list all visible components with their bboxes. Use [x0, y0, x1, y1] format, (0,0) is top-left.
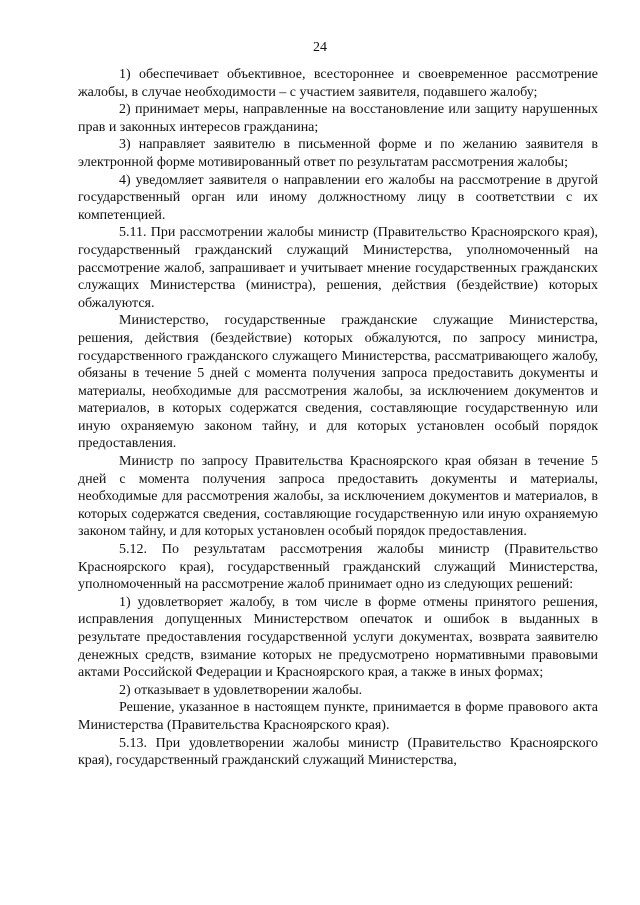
- paragraph-item-1: 1) обеспечивает объективное, всестороннее и своевременное рассмотрение жалобы, в случае необходимости – с участием заявителя, подавшего жалобу;: [78, 67, 598, 100]
- paragraph-item-2: 2) принимает меры, направленные на восстановление или защиту нарушенных прав и законных интересов гражданина;: [78, 102, 598, 135]
- paragraph-5-12: 5.12. По результатам рассмотрения жалобы министр (Правительство Красноярского края), государственный гражданский служащий Министерства, уполномоченный на рассмотрение жалоб принимает одно из следующих решений:: [78, 542, 598, 593]
- paragraph-item-3: 3) направляет заявителю в письменной форме и по желанию заявителя в электронной форме мотивированный ответ по результатам рассмотрения жалобы;: [78, 137, 598, 170]
- document-body: [78, 66, 598, 770]
- paragraph-decision-1: 1) удовлетворяет жалобу, в том числе в форме отмены принятого решения, исправления допущенных Министерством опечаток и ошибок в выданных в результате предоставления государственной услуги документах, возврата заявителю денежных средств, взимание которых не предусмотрено нормативными правовыми актами Российской Федерации и Красноярского края, а также в иных формах;: [78, 594, 598, 681]
- paragraph-5-11: 5.11. При рассмотрении жалобы министр (Правительство Красноярского края), государственный гражданский служащий Министерства, уполномоченный на рассмотрение жалоб, запрашивает и учитывает мнение государственных гражданских служащих Министерства (министра), решения, действия (бездействие) которых обжалуются.: [78, 225, 598, 311]
- paragraph-item-4: 4) уведомляет заявителя о направлении его жалобы на рассмотрение в другой государственный орган или иному должностному лицу в соответствии с их компетенцией.: [78, 172, 598, 223]
- paragraph-ministry-obligation: Министерство, государственные гражданские служащие Министерства, решения, действия (бездействие) которых обжалуются, по запросу министра, государственного гражданского служащего Министерства, рассматривающего жалобу, обязаны в течение 5 дней с момента получения запроса предоставить документы и материалы, необходимые для рассмотрения жалобы, за исключением документов и материалов, в которых содержатся сведения, составляющие государственную или иную охраняемую законом тайну, и для которых установлен особый порядок предоставления.: [78, 313, 598, 452]
- page-number: 24: [313, 40, 327, 55]
- paragraph-minister-request: Министр по запросу Правительства Красноярского края обязан в течение 5 дней с момента получения запроса предоставить документы и материалы, необходимые для рассмотрения жалобы, за исключением документов и материалов, в которых содержатся сведения, составляющие государственную или иную охраняемую законом тайну, и для которых установлен особый порядок предоставления.: [78, 454, 598, 540]
- paragraph-5-13: 5.13. При удовлетворении жалобы министр (Правительство Красноярского края), государственный гражданский служащий Министерства,: [78, 735, 598, 769]
- paragraph-decision-2: 2) отказывает в удовлетворении жалобы.: [119, 682, 363, 698]
- paragraph-decision-form: Решение, указанное в настоящем пункте, принимается в форме правового акта Министерства (Правительства Красноярского края).: [78, 700, 598, 733]
